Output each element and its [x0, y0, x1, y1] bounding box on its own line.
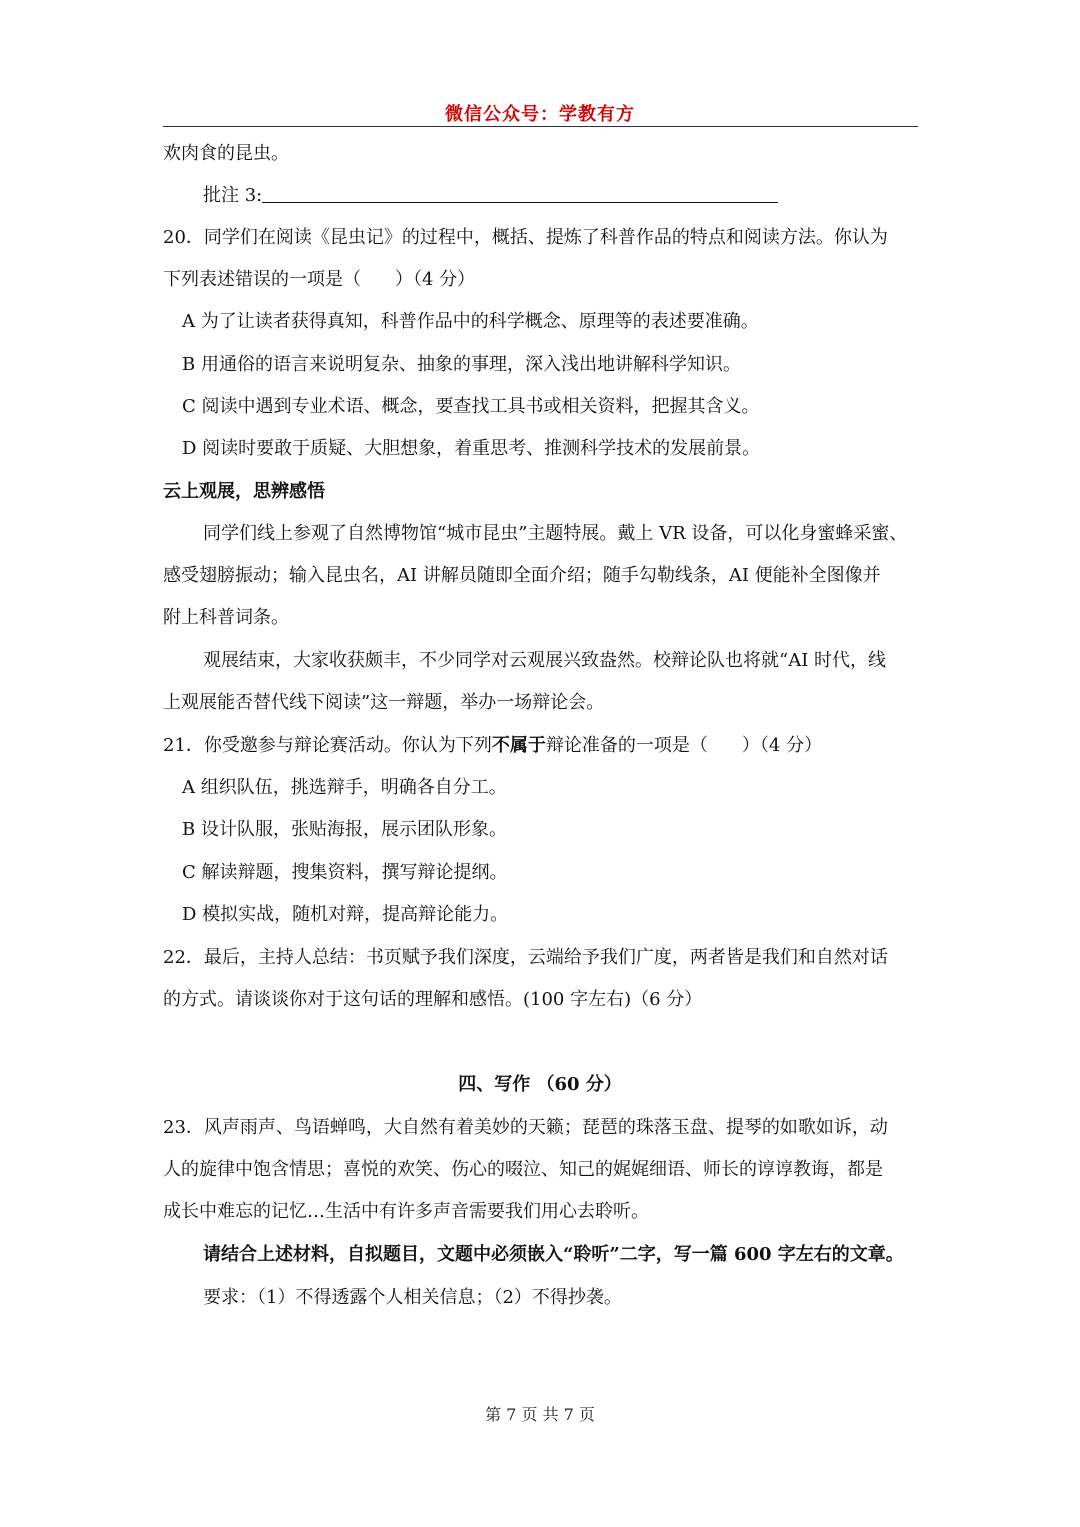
- note-3-label: 批注 3:: [203, 185, 263, 206]
- q20-stem-before: 下列表述错误的一项是（: [163, 269, 361, 290]
- q20-option-a: A 为了让读者获得真知，科普作品中的科学概念、原理等的表述要准确。: [182, 311, 759, 332]
- q21-option-a: A 组织队伍，挑选辩手，明确各自分工。: [182, 777, 507, 798]
- q20-stem-line2: [163, 268, 475, 292]
- q22-stem-line2: 的方式。请谈谈你对于这句话的理解和感悟。(100 字左右)（6 分）: [163, 989, 703, 1010]
- q23-instruction: 请结合上述材料，自拟题目，文题中必须嵌入“聆听”二字，写一篇 600 字左右的文章。: [203, 1244, 904, 1265]
- q21-option-d: D 模拟实战，随机对辩，提高辩论能力。: [182, 904, 509, 925]
- q20-option-c: C 阅读中遇到专业术语、概念，要查找工具书或相关资料，把握其含义。: [182, 396, 760, 417]
- section-cloud-heading: 云上观展，思辨感悟: [163, 481, 325, 502]
- prev-text-line: 欢肉食的昆虫。: [163, 143, 289, 164]
- header-title: 微信公众号：学教有方: [445, 104, 635, 125]
- q21-stem-after: ）（4 分）: [741, 735, 823, 756]
- q21-stem: [163, 734, 822, 758]
- q20-stem-after: ）（4 分）: [395, 269, 476, 290]
- cloud-para2-line1: 观展结束，大家收获颇丰，不少同学对云观展兴致盎然。校辩论队也将就“AI 时代，线: [203, 650, 887, 671]
- page-number: 第 7 页 共 7 页: [485, 1405, 595, 1424]
- note-3-answer-blank[interactable]: [262, 184, 778, 203]
- q22-stem-line1: 22．最后，主持人总结：书页赋予我们深度，云端给予我们广度，两者皆是我们和自然对话: [163, 947, 888, 968]
- q21-option-b: B 设计队服，张贴海报，展示团队形象。: [182, 819, 507, 840]
- q21-option-c: C 解读辩题，搜集资料，撰写辩论提纲。: [182, 862, 508, 883]
- q21-stem-mid: 辩论准备的一项是（: [545, 735, 708, 756]
- q23-material-line1: 23．风声雨声、鸟语蝉鸣，大自然有着美妙的天籁；琵琶的珠落玉盘、提琴的如歌如诉，动: [163, 1117, 888, 1138]
- q23-requirements: 要求：（1）不得透露个人相关信息；（2）不得抄袭。: [203, 1287, 622, 1308]
- q23-material-line3: 成长中难忘的记忆…生活中有许多声音需要我们用心去聆听。: [163, 1201, 649, 1222]
- q21-stem-emphasis: 不属于: [491, 735, 546, 756]
- q21-stem-before: 21．你受邀参与辩论赛活动。你认为下列: [163, 735, 492, 756]
- header-divider: [163, 126, 918, 127]
- q20-stem-line1: 20．同学们在阅读《昆虫记》的过程中，概括、提炼了科普作品的特点和阅读方法。你认为: [163, 227, 888, 248]
- q23-material-line2: 人的旋律中饱含情思；喜悦的欢笑、伤心的啜泣、知己的娓娓细语、师长的谆谆教诲，都是: [163, 1159, 883, 1180]
- q20-option-d: D 阅读时要敢于质疑、大胆想象，着重思考、推测科学技术的发展前景。: [182, 438, 761, 459]
- cloud-para1-line2: 感受翅膀振动；输入昆虫名，AI 讲解员随即全面介绍；随手勾勒线条，AI 便能补全图像并: [163, 565, 881, 586]
- cloud-para1-line3: 附上科普词条。: [163, 607, 289, 628]
- q20-option-b: B 用通俗的语言来说明复杂、抽象的事理，深入浅出地讲解科学知识。: [182, 354, 741, 375]
- section-writing-heading: 四、写作 （60 分）: [458, 1074, 622, 1095]
- cloud-para1-line1: 同学们线上参观了自然博物馆“城市昆虫”主题特展。戴上 VR 设备，可以化身蜜蜂采蜜、: [203, 523, 908, 544]
- note-3: [203, 184, 778, 208]
- cloud-para2-line2: 上观展能否替代线下阅读”这一辩题，举办一场辩论会。: [163, 692, 605, 713]
